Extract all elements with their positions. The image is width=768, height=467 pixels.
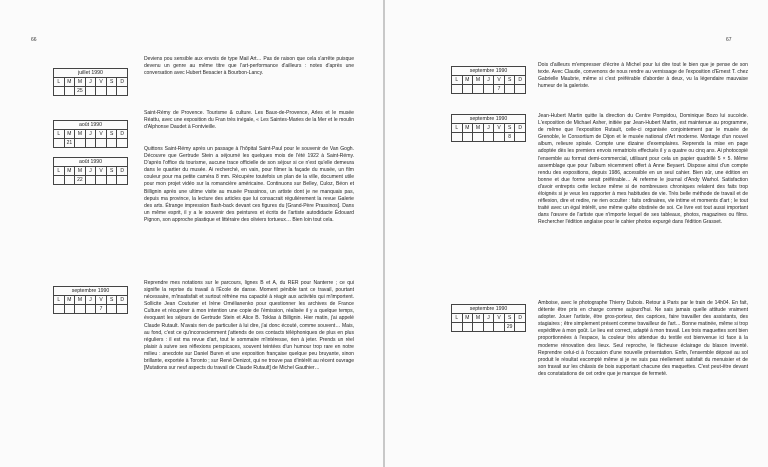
calendar-month: septembre 1990 [451, 114, 526, 123]
date-cell: 25 [75, 86, 86, 96]
weekday: M [473, 75, 484, 84]
weekday: D [117, 77, 128, 86]
calendar-weekdays [53, 77, 128, 86]
calendar-month: août 1990 [53, 120, 128, 129]
date-cell [473, 322, 484, 332]
date-cell [86, 175, 97, 185]
weekday: M [65, 166, 76, 175]
date-cell [484, 84, 495, 94]
weekday: L [452, 313, 463, 322]
weekday: S [505, 123, 516, 132]
weekday: D [515, 75, 526, 84]
date-cell [96, 138, 107, 148]
weekday: V [96, 166, 107, 175]
journal-entry-text: Deviens pou sensible aux envois de type Mail Art… Pas de raison que cela s'arrête puisque devenu un genre au même titre que l'art-performance d'ailleurs : notes d'après une conversation avec Hubert Besacier à Bourbon-Lancy. [144, 56, 354, 77]
calendar-dates [53, 138, 128, 148]
date-cell [65, 304, 76, 314]
weekday: M [463, 75, 474, 84]
date-cell [452, 132, 463, 142]
weekday: D [117, 129, 128, 138]
weekday: M [75, 295, 86, 304]
calendar-dates [451, 322, 526, 332]
date-cell [484, 132, 495, 142]
date-cell [463, 132, 474, 142]
weekday: M [473, 313, 484, 322]
weekday: L [54, 129, 65, 138]
calendar-dates [53, 304, 128, 314]
page-number: 67 [726, 37, 732, 43]
date-cell: 7 [96, 304, 107, 314]
calendar-weekdays [53, 166, 128, 175]
date-cell [54, 138, 65, 148]
date-cell [515, 132, 526, 142]
date-cell [86, 86, 97, 96]
calendar-weekdays [451, 75, 526, 84]
weekday: V [96, 129, 107, 138]
weekday: D [515, 313, 526, 322]
weekday: J [86, 166, 97, 175]
date-cell [107, 175, 118, 185]
calendar-box [451, 66, 526, 94]
weekday: S [505, 313, 516, 322]
weekday: M [473, 123, 484, 132]
date-cell [107, 138, 118, 148]
weekday: D [117, 166, 128, 175]
date-cell [463, 322, 474, 332]
weekday: J [484, 313, 495, 322]
date-cell [107, 86, 118, 96]
date-cell [117, 138, 128, 148]
calendar-month: juillet 1990 [53, 68, 128, 77]
calendar-weekdays [451, 123, 526, 132]
weekday: J [484, 75, 495, 84]
weekday: V [96, 77, 107, 86]
date-cell [117, 86, 128, 96]
weekday: S [107, 77, 118, 86]
calendar-dates [53, 175, 128, 185]
date-cell [75, 304, 86, 314]
calendar-weekdays [53, 129, 128, 138]
weekday: M [463, 123, 474, 132]
weekday: S [107, 166, 118, 175]
right-page [385, 0, 768, 467]
calendar-month: septembre 1990 [451, 66, 526, 75]
journal-entry-text: Reprendre mes notations sur le parcours, lignes B et A, du RER pour Nanterre ; ce qui signifie la reprise du travail à l'École de danse. Moment pénible tant ce travail, pourtant nécessaire, m'insatisfait et surtout réfrène ma capacité à réagir aux activités qui m'importent. Sollicite Jean Couturier et Irène Omélianenko pour questionner les archives de France Culture et récupérer à mon intention une copie de l'émission, réalisée il y a quelque temps, évoquant les séjours de Gertrude Stein et Alice B. Toklas à Billignin. Hier matin, j'ai appelé Claude Rutault. N'avais rien de particulier à lui dire, j'ai donc écouté, comme souvent… Mais, au fond, c'est ce qu'inconsciemment j'attends de ces contacts téléphoniques de plus en plus réguliers : il est ma revue d'art, tout le sommaire m'intéresse, rien à jeter. Prends un réel plaisir à suivre ses réflexions perspicaces, souvent teintées d'un humour trop rare en notre milieu : anecdote sur Daniel Buren et une exposition française quelque peu bruyante, sinon brillante, exportée à Toronto ; sur René Denizot, qui ne trouve pas d'intérêt au récent ouvrage [Mutations sur neuf aspects du travail de Claude Rutault] de Michel Gauthier… [144, 280, 354, 372]
calendar-box [451, 114, 526, 142]
date-cell [494, 132, 505, 142]
calendar-box [53, 120, 128, 148]
date-cell [117, 304, 128, 314]
date-cell [54, 175, 65, 185]
calendar-month: septembre 1990 [451, 304, 526, 313]
date-cell [515, 322, 526, 332]
journal-entry-text: Quittons Saint-Rémy après un passage à l'hôpital Saint-Paul pour le souvenir de Van Gogh. Découvre que Gertrude Stein a séjourné les quelques mois de l'été 1922 à Saint-Rémy. D'après l'office du tourisme, aucune trace officielle de son séjour si ce n'est qu'elle demeura dans le quartier du musée. Ai recherché, en vain, pour filmer la façade du musée, un film couleur pour ma petite caméra 8 mm. Récupère toutefois un plan de la ville, document utile pour mon projet vidéo sur la romancière américaine. Continuons sur Belley, Culoz, Béon et Billignin après une ultime visite au musée Prassinos, un artiste dont je ne manquais pas, depuis ma province, la lecture des articles que lui consacrait régulièrement la revue Galerie des arts. Étrange impression flash-back devant ces figures du [Grand-Père Prassinos]. Dans un même esprit, il y a le souvenir des peintures et écrits de l'artiste autodidacte Édouard Pignon, son approche plastique et littéraire des oliviers tortueux… Bien loin tout cela. [144, 146, 354, 223]
date-cell: 21 [65, 138, 76, 148]
date-cell [505, 84, 516, 94]
calendar-box [53, 286, 128, 314]
left-page [0, 0, 383, 467]
date-cell [494, 322, 505, 332]
date-cell: 7 [494, 84, 505, 94]
journal-entry-text: Amboise, avec le photographe Thierry Dubois. Retour à Paris par le train de 14h04. En fait, détente être pris en charge comme aujourd'hui. Ne sais jamais quelle attitude vraiment adopter. Jouer l'artiste, être gros-porteur, des caprices, faire travailler des assistants, des stagiaires ; être simplement présent comme travailleur de l'art… Bonne matinée, même si trop expéditive à mon goût. Le lieu est correct, adapté à mon travail. Les trois maquettes sont bien proportionnées à l'espace, la couleur très attendue du textile est bienvenue ici face à la moderne rénovation des lieux. Seul reproche, le fâcheuse éclairage du blason inventé. Reprendre celui-ci à l'occasion d'une nouvelle présentation. Enfin, l'ensemble déposé au sol produit le résultat escompté même si je ne suis pas réellement satisfait du menuisier et de son travail sur les châssis de bois supportant chacune des maquettes. C'est peut-être devant des constatations de cet ordre que je manque de fermeté. [538, 300, 748, 377]
weekday: V [494, 313, 505, 322]
weekday: L [452, 123, 463, 132]
calendar-month: septembre 1990 [53, 286, 128, 295]
calendar-month: août 1990 [53, 157, 128, 166]
calendar-box [53, 157, 128, 185]
date-cell [473, 84, 484, 94]
date-cell: 22 [75, 175, 86, 185]
date-cell [484, 322, 495, 332]
date-cell [65, 175, 76, 185]
date-cell [65, 86, 76, 96]
weekday: J [86, 129, 97, 138]
weekday: V [494, 123, 505, 132]
calendar-weekdays [451, 313, 526, 322]
weekday: V [494, 75, 505, 84]
calendar-dates [53, 86, 128, 96]
weekday: M [65, 77, 76, 86]
weekday: M [463, 313, 474, 322]
date-cell [54, 86, 65, 96]
date-cell: 29 [505, 322, 516, 332]
weekday: J [86, 295, 97, 304]
date-cell [452, 84, 463, 94]
calendar-dates [451, 84, 526, 94]
journal-entry-text: Saint-Rémy de Provence. Tourisme & culture. Les Baux-de-Provence, Arles et le musée Réattu, avec une exposition du Fran très inégale, « Les Saintes-Maries de la Mer et le moulin d'Alphonse Daudet à Fontvieille. [144, 110, 354, 131]
calendar-box [53, 68, 128, 96]
weekday: S [107, 129, 118, 138]
weekday: L [452, 75, 463, 84]
date-cell [107, 304, 118, 314]
date-cell [86, 138, 97, 148]
weekday: L [54, 295, 65, 304]
calendar-dates [451, 132, 526, 142]
weekday: J [86, 77, 97, 86]
date-cell [96, 175, 107, 185]
date-cell: 8 [505, 132, 516, 142]
date-cell [473, 132, 484, 142]
weekday: D [515, 123, 526, 132]
weekday: L [54, 166, 65, 175]
weekday: S [107, 295, 118, 304]
weekday: M [65, 295, 76, 304]
weekday: M [75, 129, 86, 138]
weekday: M [75, 166, 86, 175]
calendar-box [451, 304, 526, 332]
date-cell [463, 84, 474, 94]
date-cell [515, 84, 526, 94]
calendar-weekdays [53, 295, 128, 304]
weekday: M [65, 129, 76, 138]
weekday: M [75, 77, 86, 86]
date-cell [86, 304, 97, 314]
date-cell [54, 304, 65, 314]
date-cell [96, 86, 107, 96]
weekday: S [505, 75, 516, 84]
journal-entry-text: Dois d'ailleurs m'empresser d'écrire à Michel pour lui dire tout le bien que je pense de son texte. Avec Claude, convenons de nous rendre au vernissage de l'exposition d'Ernest T. chez Gabrielle Maubrie, même si c'est préférable d'aborder à deux, vu la légendaire mauvaise humeur de la galeriste. [538, 62, 748, 90]
date-cell [75, 138, 86, 148]
weekday: L [54, 77, 65, 86]
weekday: D [117, 295, 128, 304]
page-number: 66 [31, 37, 37, 43]
journal-entry-text: Jean-Hubert Martin quitte la direction du Centre Pompidou, Dominique Bozo lui succède. L'exposition de Michael Asher, initiée par Jean-Hubert Martin, est maintenue au programme, de même que l'exposition Rutault, celle-ci organisée conjointement par le musée de Grenoble, le Consortium de Dijon et le musée national d'Art moderne. Montage d'un nouvel album, relieure spirale. Compte une dizaine d'exemplaires. Reprends la mise en page adoptée dès les premiers envois rematricés effectués il y a quatre ou cinq ans. Ai photocopié l'ensemble au format demi-commercial, utilisant pour cela un papier quadrillé 5 × 5. Même assemblage que pour l'album récemment offert à Anne Beyaert. Dispose ainsi d'un compte rendu des expositions, depuis 1986, accessible en un seul cahier. Bien sûr, une édition en bonne et due forme serait préférable… Ai referme le journal d'Andy Warhol. Satisfaction d'avoir entrepris cette lecture même si de nombreuses chroniques relatent des faits trop éloignés si je veux les rapporter à mes habitudes de vie. Très belle méthode de travail et de réflexion, dire et redire, ne rien occulter : faits ordinaires, vie intime et moments d'art ; le tout traité avec un égal intérêt, une même quête obstinée de soi. Ce livre est tout aussi important dans l'œuvre de l'artiste que n'importe lequel de ses tableaux, photos, magazines ou films. Rechercher l'édition anglaise pour le cahier photos expurgé dans l'édition Grasset. [538, 113, 748, 226]
weekday: J [484, 123, 495, 132]
date-cell [117, 175, 128, 185]
weekday: V [96, 295, 107, 304]
date-cell [452, 322, 463, 332]
